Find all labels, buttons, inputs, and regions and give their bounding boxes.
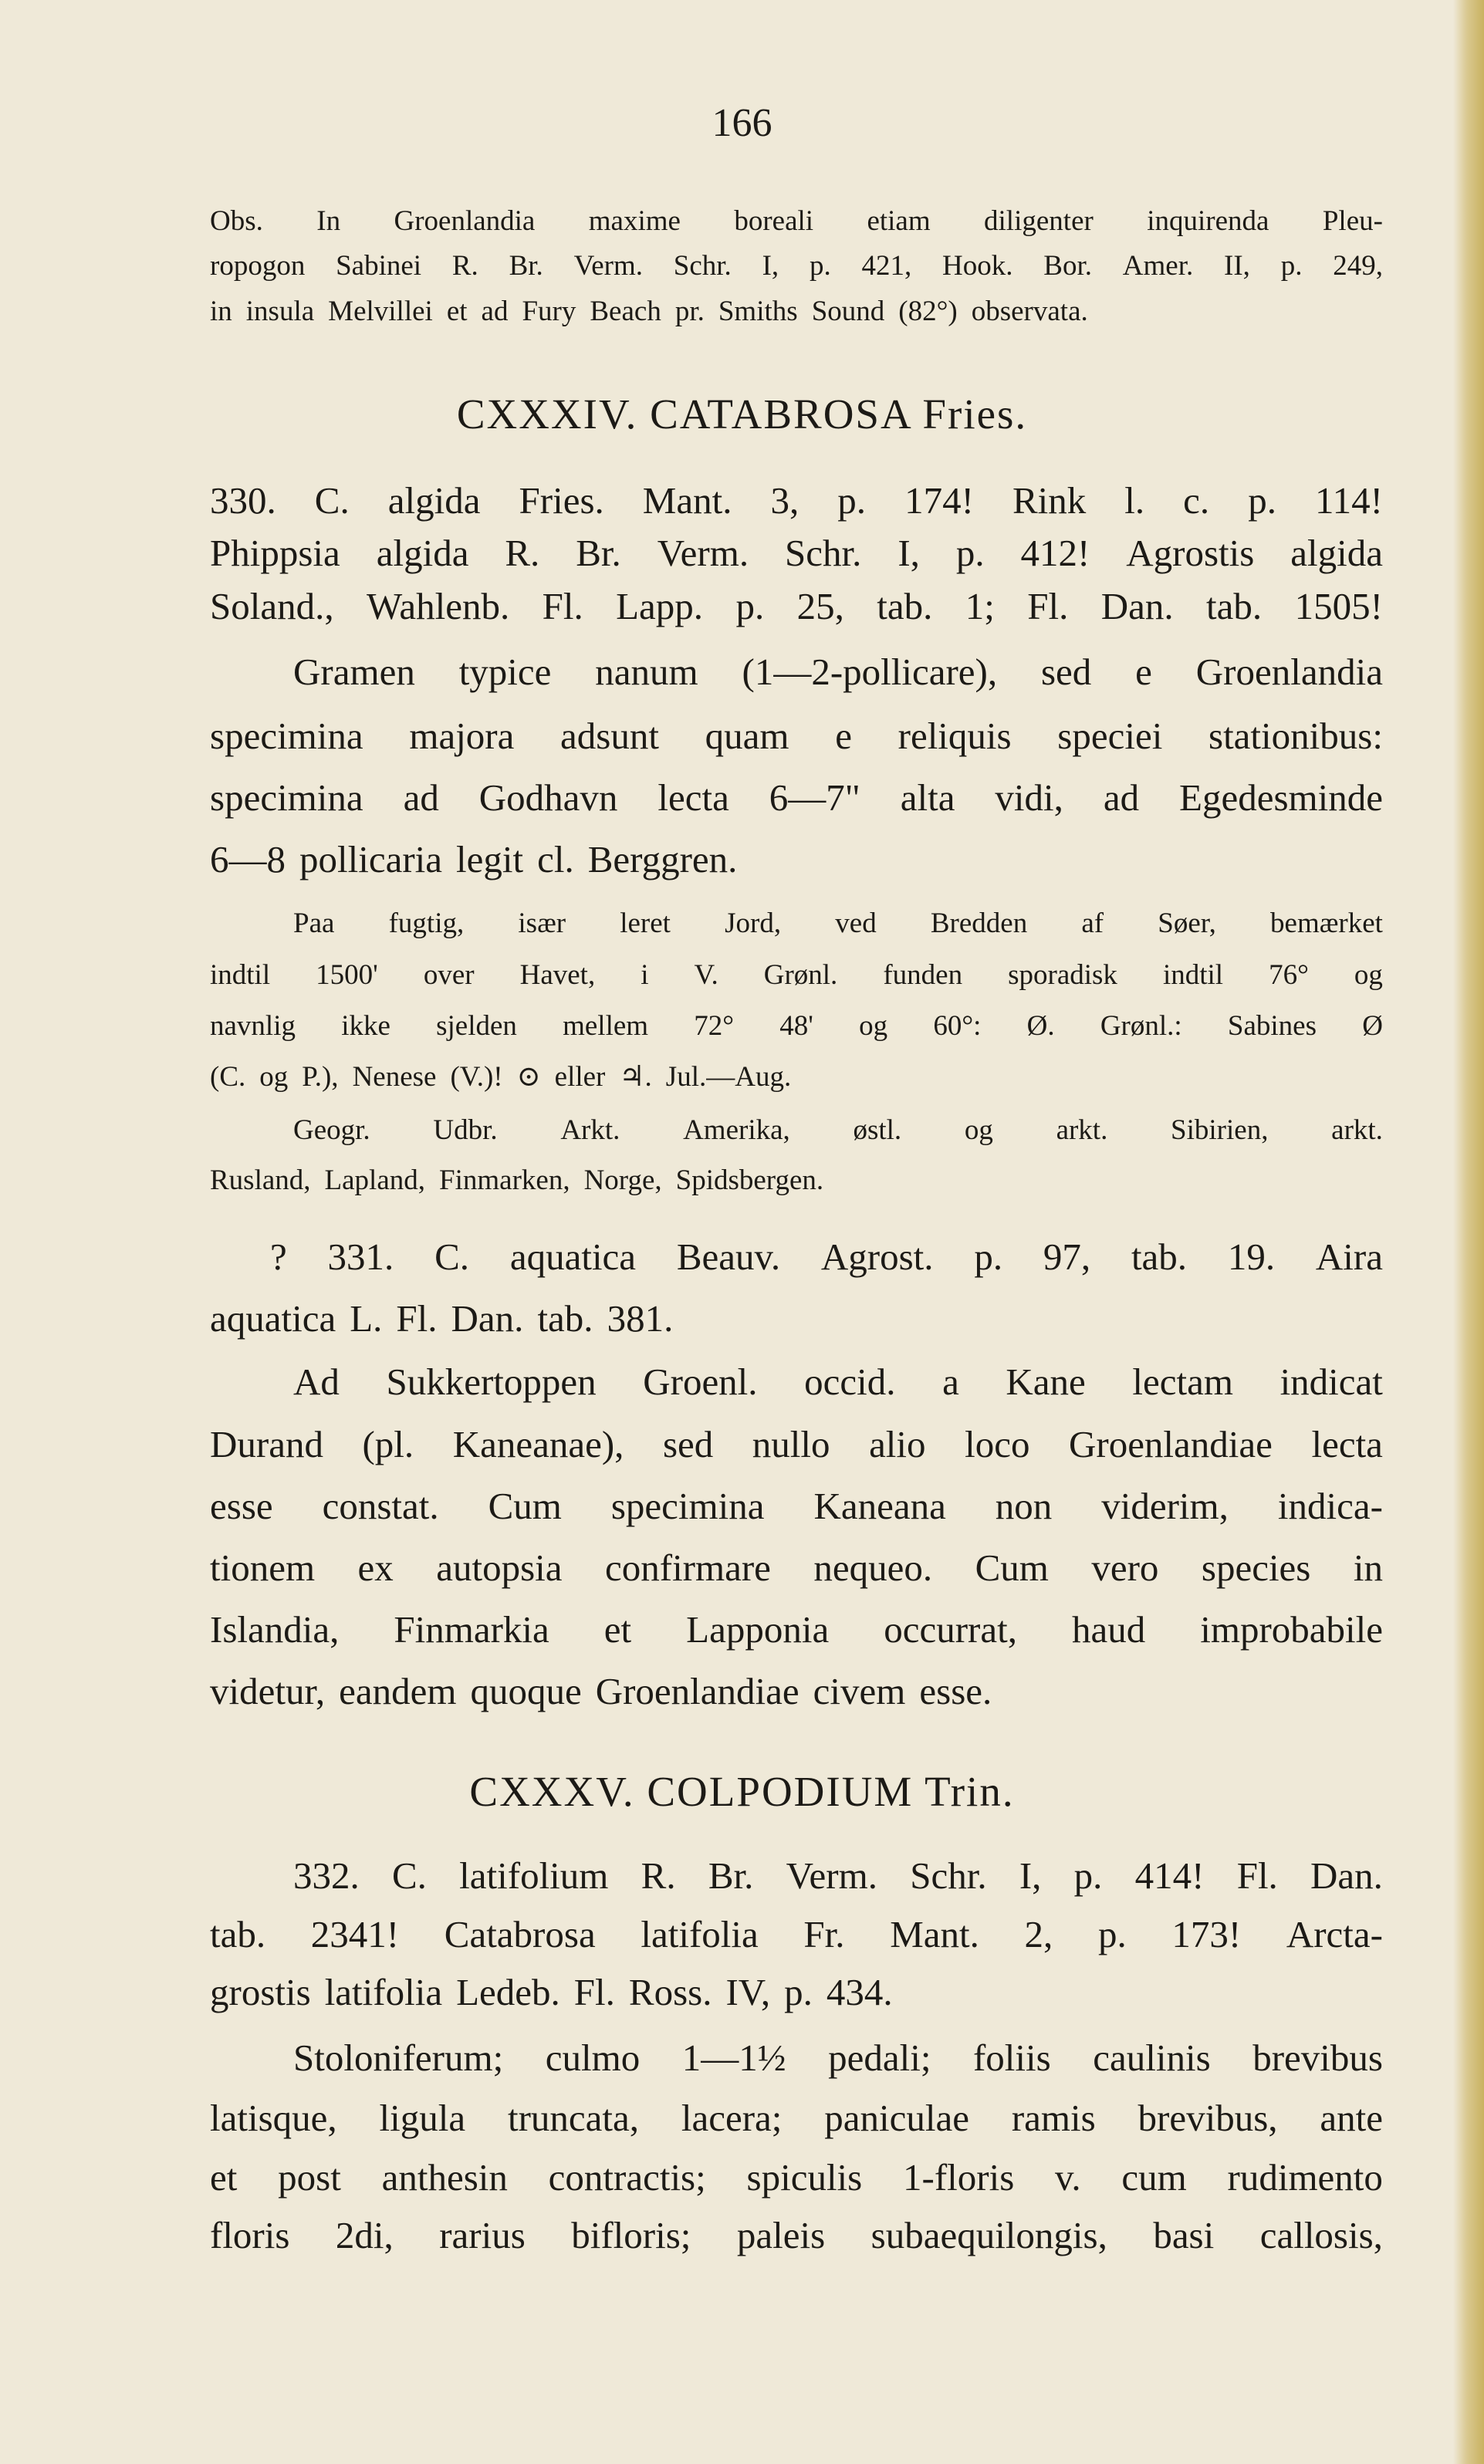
species-332-line-3: grostis latifolia Ledeb. Fl. Ross. IV, p. 434. bbox=[210, 1971, 893, 2013]
danish-line-5: Geogr. Udbr. Arkt. Amerika, østl. og arkt. Sibirien, arkt. bbox=[293, 1114, 1383, 1146]
species-331-line-2: aquatica L. Fl. Dan. tab. 381. bbox=[210, 1297, 674, 1340]
species-330-line-2: Phippsia algida R. Br. Verm. Schr. I, p. 412! Agrostis algida bbox=[210, 532, 1383, 574]
obs-line-3: in insula Melvillei et ad Fury Beach pr. Smiths Sound (82°) observata. bbox=[210, 296, 1088, 327]
species-330-line-7: 6—8 pollicaria legit cl. Berggren. bbox=[210, 838, 738, 880]
species-330-line-4: Gramen typice nanum (1—2-pollicare), sed e Groenlandia bbox=[293, 651, 1383, 693]
species-331-line-4: Durand (pl. Kaneanae), sed nullo alio loco Groenlandiae lecta bbox=[210, 1423, 1383, 1465]
species-330-line-3: Soland., Wahlenb. Fl. Lapp. p. 25, tab. 1; Fl. Dan. tab. 1505! bbox=[210, 585, 1383, 627]
species-331-line-8: videtur, eandem quoque Groenlandiae civem esse. bbox=[210, 1670, 992, 1712]
species-331-line-1: ? 331. C. aquatica Beauv. Agrost. p. 97, tab. 19. Aira bbox=[270, 1235, 1383, 1278]
species-331-line-5: esse constat. Cum specimina Kaneana non viderim, indica- bbox=[210, 1485, 1383, 1527]
obs-line-2: ropogon Sabinei R. Br. Verm. Schr. I, p. 421, Hook. Bor. Amer. II, p. 249, bbox=[210, 250, 1383, 282]
species-332-line-1: 332. C. latifolium R. Br. Verm. Schr. I, p. 414! Fl. Dan. bbox=[293, 1854, 1383, 1897]
species-332-line-4: Stoloniferum; culmo 1—1½ pedali; foliis caulinis brevibus bbox=[293, 2036, 1383, 2079]
danish-line-4: (C. og P.), Nenese (V.)! ⊙ eller ♃. Jul.—Aug. bbox=[210, 1061, 792, 1093]
species-332-line-5: latisque, ligula truncata, lacera; paniculae ramis brevibus, ante bbox=[210, 2097, 1383, 2139]
page-number: 166 bbox=[712, 101, 772, 145]
species-332-line-2: tab. 2341! Catabrosa latifolia Fr. Mant. 2, p. 173! Arcta- bbox=[210, 1913, 1383, 1955]
species-330-line-5: specimina majora adsunt quam e reliquis speciei stationibus: bbox=[210, 715, 1383, 757]
section-heading-catabrosa: CXXXIV. CATABROSA Fries. bbox=[456, 390, 1028, 438]
section-heading-colpodium: CXXXV. COLPODIUM Trin. bbox=[469, 1768, 1015, 1815]
danish-line-1: Paa fugtig, især leret Jord, ved Bredden af Søer, bemærket bbox=[293, 908, 1383, 939]
species-331-line-6: tionem ex autopsia confirmare nequeo. Cum vero species in bbox=[210, 1546, 1383, 1589]
species-330-line-1: 330. C. algida Fries. Mant. 3, p. 174! Rink l. c. p. 114! bbox=[210, 479, 1383, 522]
species-330-line-6: specimina ad Godhavn lecta 6—7" alta vidi, ad Egedesminde bbox=[210, 776, 1383, 819]
danish-line-2: indtil 1500' over Havet, i V. Grønl. funden sporadisk indtil 76° og bbox=[210, 959, 1383, 991]
species-331-line-7: Islandia, Finmarkia et Lapponia occurrat, haud improbabile bbox=[210, 1608, 1383, 1651]
obs-line-1: Obs. In Groenlandia maxime boreali etiam diligenter inquirenda Pleu- bbox=[210, 205, 1383, 237]
species-332-line-6: et post anthesin contractis; spiculis 1-floris v. cum rudimento bbox=[210, 2156, 1383, 2199]
danish-line-6: Rusland, Lapland, Finmarken, Norge, Spidsbergen. bbox=[210, 1164, 824, 1196]
species-331-line-3: Ad Sukkertoppen Groenl. occid. a Kane lectam indicat bbox=[293, 1360, 1383, 1403]
danish-line-3: navnlig ikke sjelden mellem 72° 48' og 60°: Ø. Grønl.: Sabines Ø bbox=[210, 1010, 1383, 1042]
species-332-line-7: floris 2di, rarius bifloris; paleis subaequilongis, basi callosis, bbox=[210, 2214, 1383, 2256]
